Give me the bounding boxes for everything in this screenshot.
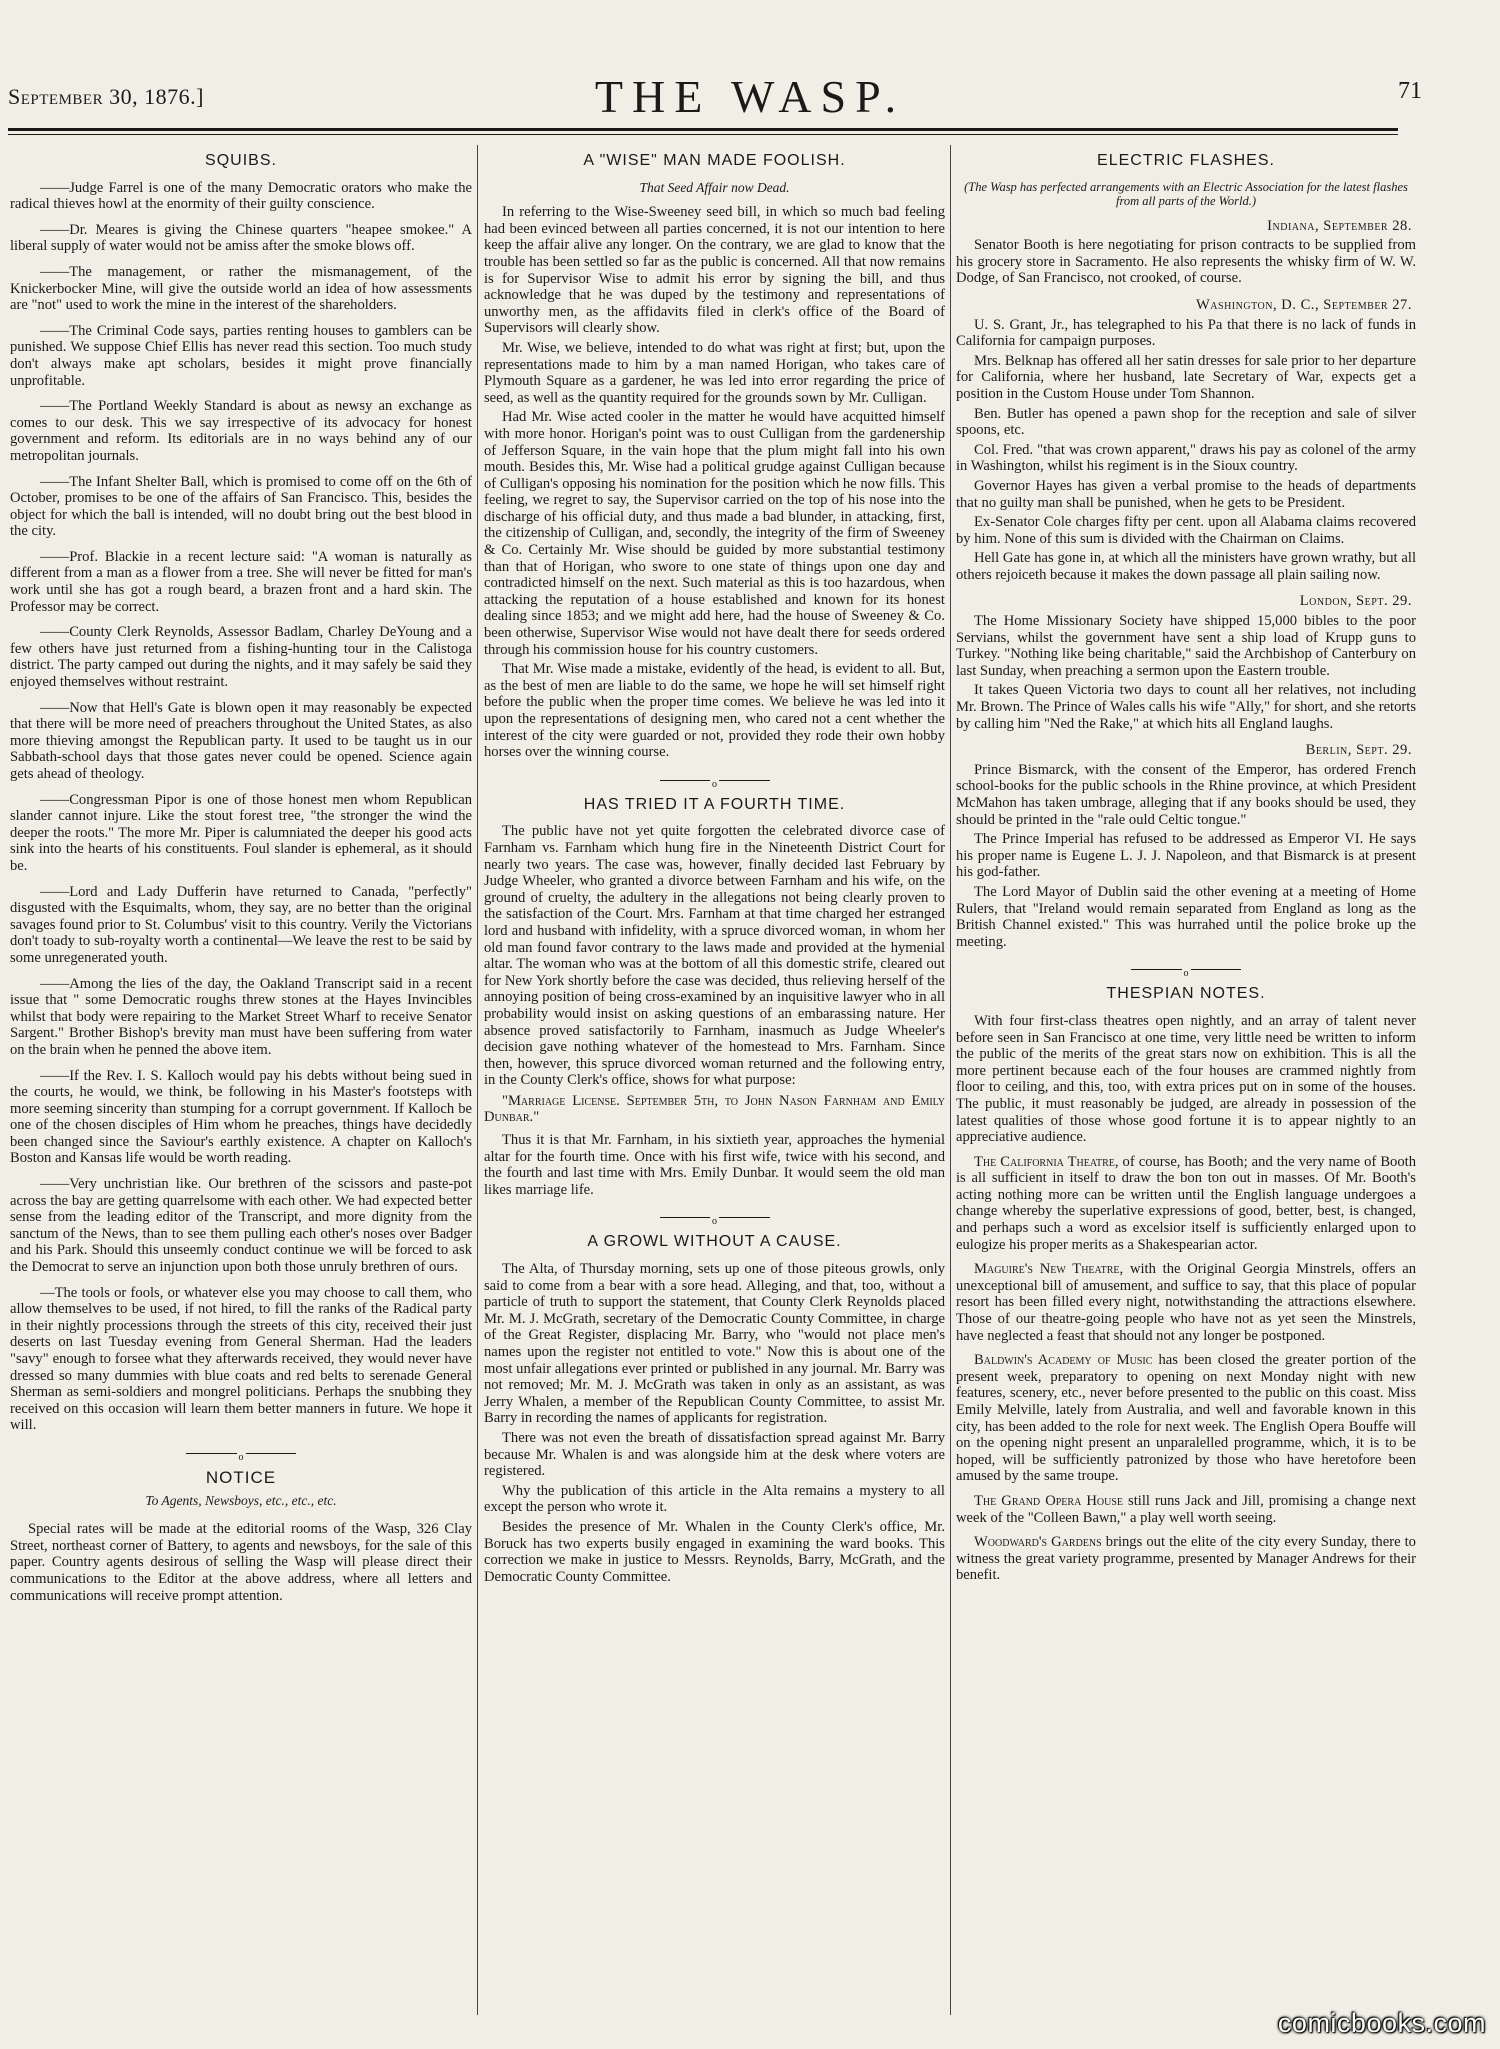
squib-item: ——The Criminal Code says, parties renting houses to gamblers can be punished. We suppose Chief Ellis has never read this section. Too much study don't always make apt scholars, besides it might prove financially unprofitable. — [10, 322, 472, 389]
column-left — [10, 145, 472, 2015]
page-header — [0, 70, 1500, 130]
thespian-notes — [956, 1154, 1416, 1584]
header-rule-thin — [8, 134, 1398, 135]
venue-name: Woodward's Gardens — [974, 1534, 1102, 1551]
venue-name: The Grand Opera House — [974, 1492, 1123, 1509]
fourth-time-body — [484, 823, 945, 1198]
squib-item: ——The Portland Weekly Standard is about as newsy an exchange as comes to our desk. This we say irrespective of its advocacy for honest government and reform. Its editorials are in no ways behind any of our metropolitan journals. — [10, 398, 472, 464]
thespian-note — [956, 1534, 1416, 1584]
masthead-title: THE WASP. — [594, 71, 906, 122]
article-paragraph: The Alta, of Thursday morning, sets up one of those piteous growls, only said to come from a bear with a sore head. Alleging, and that, too, without a particle of truth to support the statement, that County Clerk Reynolds placed Mr. M. J. McGrath, secretary of the Democratic County Committee, in charge of the Great Register, displacing Mr. Barry, who "would not place men's names upon the register not entitled to vote." Now this is about one of the most unfair allegations ever printed or published in any journal. Mr. Barry was not removed; Mr. M. J. McGrath was taken in only as an assistant, as was Jerry Whalen, a member of the Republican County Committee, to assist Mr. Barry in recording the names of applicants for registration. — [484, 1261, 945, 1427]
section-divider: o — [484, 1212, 945, 1222]
article-paragraph: The public have not yet quite forgotten the celebrated divorce case of Farnham vs. Farnham which hung fire in the Nineteenth District Court for nearly two years. The case was, however, finally decided last February by Judge Wheeler, who granted a divorce between Farnham and his wife, on the ground of cruelty, the adultery in the allegations not being clearly proven to the satisfaction of the Court. Mrs. Farnham at that time charged her estranged lord and husband with infidelity, with a spruce divorced woman, in whom her old man found favor contrary to the laws made and provided at the hymenial altar. The woman who was at the bottom of all this domestic strife, cleared out for New York shortly before the case was decided, thus relieving herself of the annoying position of being cross-examined by an inquisitive lawyer who in all probability would insist on asking questions of an embarassing nature. Her absence proved satisfactorily to Farnham, inasmuch as Judge Wheeler's decision gave nothing whatever of the homestead to Mrs. Farnham. Since then, however, this spruce divorced woman returned and the following entry, in the County Clerk's office, shows for what purpose: — [484, 823, 945, 1089]
dispatch-paragraph: Ex-Senator Cole charges fifty per cent. upon all Alabama claims recovered by him. None of this sum is divided with the Chairman on Claims. — [956, 514, 1416, 547]
page-number: 71 — [1398, 78, 1422, 104]
article-paragraph: Mr. Wise, we believe, intended to do what was right at first; but, upon the representations made to him by a man named Horigan, who takes care of Plymouth Square as a gardener, he was led into error regarding the price of seed, as well as the quantity required for the grounds sown by Mr. Culligan. — [484, 339, 945, 406]
dispatch-dateline: London, Sept. 29. — [1299, 593, 1412, 610]
squib-item: —The tools or fools, or whatever else you may choose to call them, who allow themselves to be used, if not hired, to fill the ranks of the Radical party in their nightly processions through the streets of this city, received their just deserts on last Tuesday evening from General Sherman. Had the leaders "savy" enough to forsee what they afterwards received, they would never have dressed so many dummies with blue coats and red belts to serenade General Sherman as semi-soldiers and mongrel politicians. Perhaps the snubbing they received on this occasion will learn them better manners in future. We hope it will. — [10, 1284, 472, 1434]
squibs-title: SQUIBS. — [205, 152, 277, 169]
squib-item: ——Lord and Lady Dufferin have returned to Canada, "perfectly" disgusted with the Esquimalts, whom, they say, are no better than the original savages found prior to St. Columbus' visit to this country. Verily the Victorians don't toady to sub-royalty worth a continental—We leave the rest to be said by some unregenerated youth. — [10, 883, 472, 966]
column-middle — [484, 145, 945, 2015]
fourth-time-title: HAS TRIED IT A FOURTH TIME. — [583, 795, 846, 813]
squib-item: ——County Clerk Reynolds, Assessor Badlam, Charley DeYoung and a few others have just returned from a fishing-hunting tour in the Calistoga district. The party camped out during the nights, and it may safely be said they enjoyed themselves without restraint. — [10, 624, 472, 691]
notice-body: Special rates will be made at the editorial rooms of the Wasp, 326 Clay Street, northeast corner of Battery, to agents and newsboys, for the sale of this paper. Country agents desirous of selling the Wasp will please direct their communications to the Editor at the above address, where all letters and communications will receive prompt attention. — [10, 1521, 472, 1604]
squib-item: ——Prof. Blackie in a recent lecture said: "A woman is naturally as different from a man as a flower from a tree. She will never be fitted for man's work until she has got a rough beard, a brazen front and a hard skin. The Professor may be correct. — [10, 548, 472, 615]
venue-name: The California Theatre, — [974, 1153, 1119, 1170]
dispatch-paragraph: The Lord Mayor of Dublin said the other evening at a meeting of Home Rulers, that "Ireland would remain separated from England as long as the British Channel existed." This was hurrahed until the police broke up the meeting. — [956, 883, 1416, 950]
wise-article-subtitle: That Seed Affair now Dead. — [639, 179, 790, 195]
header-rule — [8, 128, 1398, 131]
dispatch-paragraph: Senator Booth is here negotiating for prison contracts to be supplied from his grocery store in Sacramento. He also represents the whisky firm of W. W. Dodge, of San Francisco, not crooked, of course. — [956, 237, 1416, 287]
electric-flashes-title: ELECTRIC FLASHES. — [1097, 152, 1275, 169]
dispatch-paragraph: Ben. Butler has opened a pawn shop for the reception and sale of silver spoons, etc. — [956, 405, 1416, 439]
squib-item: ——The management, or rather the mismanagement, of the Knickerbocker Mine, will give the outside world an idea of how assessments are "not" used to work the mine in the interest of the shareholders. — [10, 263, 472, 314]
section-divider: o — [956, 964, 1416, 974]
thespian-title: THESPIAN NOTES. — [1106, 985, 1266, 1003]
squib-item: ——Very unchristian like. Our brethren of the scissors and paste-pot across the bay are getting quarrelsome with each other. We had expected better sense from the leading editor of the Transcript, and more dignity from the sanctum of the News, than to see them pulling each other's noses over Badger and his Park. Should this unseemly conduct continue we will be forced to ask the Democrat to serve an injunction upon both those unruly brethren of ours. — [10, 1176, 472, 1276]
squib-item: ——Among the lies of the day, the Oakland Transcript said in a recent issue that " some Democratic roughs threw stones at the Hayes Invincibles whilst that body were repairing to the Market Street Wharf to receive Senator Sargent." Brother Bishop's brevity man must have been suffering from water on the brain when he penned the above item. — [10, 975, 472, 1058]
dispatch-paragraph: Col. Fred. "that was crown apparent," draws his pay as colonel of the army in Washington, whilst his regiment is in the Sioux country. — [956, 441, 1416, 475]
column-right — [956, 145, 1416, 2015]
venue-note-text: with the Original Georgia Minstrels, offers an unexceptional bill of amusement, and suffice to say, that this place of popular resort has been filled every night, notwithstanding the attractions elsewhere. Those of our theatre-going people who have not as yet seen the Minstrels, have neglected a feast that should not any longer be postponed. — [956, 1261, 1416, 1344]
thespian-note — [956, 1493, 1416, 1526]
section-divider: o — [484, 775, 945, 785]
article-paragraph: There was not even the breath of dissatisfaction spread against Mr. Barry because Mr. Whalen is and was alongside him at the desk where voters are registered. — [484, 1429, 945, 1480]
squib-item: ——If the Rev. I. S. Kalloch would pay his debts without being sued in the courts, he would, we think, be following in his Master's footsteps with more seeming sincerity than stumping for a corrupt government. If Kalloch be one of the chosen disciples of Him whom he preaches, things have decidedly been changed since the Saviour's earthly existence. A chapter on Kalloch's Boston and Kansas life would be worth reading. — [10, 1067, 472, 1167]
dispatch-dateline: Berlin, Sept. 29. — [1305, 742, 1412, 759]
venue-note-text: has been closed the greater portion of the present week, preparatory to opening on next Monday night with new features, scenery, etc., never before presented to the public on this coast. Miss Emily Melville, lately from Australia, and well and favorable known in this city, has been added to the role for next week. The English Opera Bouffe will on the opening night present an unparalelled programme, which, it is to be hoped, will be sufficiently patronized by those who have heretofore been amused by the same troupe. — [956, 1352, 1416, 1485]
thespian-note — [956, 1261, 1416, 1344]
dispatch-paragraph: The Prince Imperial has refused to be addressed as Emperor VI. He says his proper name is Eugene L. J. J. Napoleon, and that Bismarck is at present his god-father. — [956, 831, 1416, 881]
thespian-intro: With four first-class theatres open nightly, and an array of talent never before seen in San Francisco at one time, very little need be written to inform the public of the merits of the great stars now on exhibition. This is all the more pertinent because each of the four houses are crammed nightly from floor to ceiling, and this, too, with extra prices put on in some of the houses. The public, it must reasonably be judged, are already in possession of the latest qualities of those whose good fortune it is to appear nightly to an appreciative audience. — [956, 1012, 1416, 1146]
notice-title: NOTICE — [205, 1467, 277, 1487]
squib-item: ——The Infant Shelter Ball, which is promised to come off on the 6th of October, promises to be one of the affairs of San Francisco. This, besides the object for which the ball is intended, will no doubt bring out the best blood in the city. — [10, 473, 472, 540]
dispatch-paragraph: Mrs. Belknap has offered all her satin dresses for sale prior to her departure for California, where her husband, late Secretary of War, expects get a position in the Custom House under Tom Shannon. — [956, 352, 1416, 402]
venue-note-text: brings out the elite of the city every Sunday, there to witness the great variety programme, presented by Manager Andrews for their benefit. — [956, 1534, 1416, 1584]
growl-title: A GROWL WITHOUT A CAUSE. — [587, 1233, 842, 1251]
issue-date: September 30, 1876.] — [8, 84, 204, 109]
electric-dispatches — [956, 218, 1416, 951]
notice-subtitle: To Agents, Newsboys, etc., etc., etc. — [145, 1492, 337, 1508]
article-paragraph: In referring to the Wise-Sweeney seed bill, in which so much bad feeling had been evinced between all parties concerned, it is not our intention to here keep the affair alive any longer. On the contrary, we are glad to know that the trouble has been settled so far as the public is concerned. All that now remains is for Supervisor Wise to admit his error by signing the bill, and thus acknowledge that he was duped by the testimony and representations of unworthy men, as the affidavits filed in clerk's office of the Board of Supervisors will clearly show. — [484, 204, 945, 337]
venue-name: Maguire's New Theatre, — [974, 1261, 1124, 1278]
dispatch-paragraph: Prince Bismarck, with the consent of the Emperor, has ordered French school-books for the public schools in the Rhine province, at which President McMahon has taken umbrage, alleging that if any books should be used, they should be printed in the "rale ould Celtic tongue." — [956, 761, 1416, 828]
article-paragraph: That Mr. Wise made a mistake, evidently of the head, is evident to all. But, as the best of men are liable to do the same, we hope he will set himself right before the public when the proper time comes. We believe he was led into it upon the representations of designing men, who cared not a cent whether the interest of the city were guarded or not, provided they rode their own hobby horses over the winning course. — [484, 661, 945, 761]
wise-article-body — [484, 204, 945, 761]
squib-item: ——Judge Farrel is one of the many Democratic orators who make the radical thieves howl at the enormity of their guilty conscience. — [10, 179, 472, 213]
squibs-list — [10, 180, 472, 1434]
article-paragraph: "Marriage License. September 5th, to John Nason Farnham and Emily Dunbar." — [484, 1092, 945, 1126]
dispatch-dateline: Washington, D. C., September 27. — [1196, 296, 1412, 313]
electric-flashes-subtitle: (The Wasp has perfected arrangements with an Electric Association for the latest flashes from all parts of the World.) — [964, 179, 1408, 208]
thespian-note — [956, 1352, 1416, 1485]
site-watermark: comicbooks.com — [1277, 2008, 1486, 2038]
column-divider — [950, 145, 951, 2015]
article-paragraph: Had Mr. Wise acted cooler in the matter he would have acquitted himself with more honor. Horigan's point was to oust Culligan from the gardenership of Jefferson Square, in the vain hope that the plum might fall into his own mouth. Besides this, Mr. Wise had a political grudge against Culligan because of Culligan's opposing his nomination for the position which he now fills. This feeling, we regret to say, the Supervisor carried on the top of his nose into the discharge of his official duty, and thus made a bad blunder, in attacking, first, the citizenship of Culligan, and, secondly, the integrity of the firm of Sweeney & Co. Certainly Mr. Wise should be guided by more substantial testimony than that of Horigan, who swore to one state of things upon one day and contradicted himself on the next. Such material as this is too hazardous, when attacking the reputation of a house established and known for its honest dealing since 1853; and we might add here, had the house of Sweeney & Co. been otherwise, Supervisor Wise would not have dealt there for seeds ordered through his commission house for his country customers. — [484, 409, 945, 658]
article-paragraph: Besides the presence of Mr. Whalen in the County Clerk's office, Mr. Boruck has two experts busily engaged in examining the ward books. This correction we make in justice to Messrs. Reynolds, Barry, McGrath, and the Democratic County Committee. — [484, 1518, 945, 1585]
dispatch-paragraph: It takes Queen Victoria two days to count all her relatives, not including Mr. Brown. The Prince of Wales calls his wife "Ally," for short, and she retorts by calling him "Ned the Rake," at which hits all England laughs. — [956, 682, 1416, 732]
column-divider — [477, 145, 478, 2015]
squib-item: ——Dr. Meares is giving the Chinese quarters "heapee smokee." A liberal supply of water would not be amiss after the smoke blows off. — [10, 221, 472, 255]
venue-note-text: of course, has Booth; and the very name of Booth is all sufficient in itself to draw the bon ton out in masses. Of Mr. Booth's acting nothing more can be written until the English language undergoes a change whereby the superlative expressions of good, better, best, is changed, and perhaps such a word as excelsior itself is sufficiently enlarged upon to eulogize his proper merits as a Shakespearian actor. — [956, 1153, 1416, 1253]
squib-item: ——Congressman Pipor is one of those honest men whom Republican slander cannot injure. Like the stout forest tree, "the stronger the wind the deeper the roots." The more Mr. Piper is calumniated the deeper his good acts sink into the hearts of his constituents. Foul slander is ephemeral, as it should be. — [10, 791, 472, 874]
wise-article-title: A "WISE" MAN MADE FOOLISH. — [583, 152, 846, 169]
venue-name: Baldwin's Academy of Music — [974, 1352, 1153, 1369]
dispatch-paragraph: U. S. Grant, Jr., has telegraphed to his Pa that there is no lack of funds in California for campaign purposes. — [956, 316, 1416, 350]
dispatch-paragraph: The Home Missionary Society have shipped 15,000 bibles to the poor Servians, whilst the government have sent a ship load of Krupp guns to Turkey. "Nothing like being charitable," said the Archbishop of Canterbury on last Sunday, when preaching a sermon upon the Eastern trouble. — [956, 613, 1416, 679]
dispatch-paragraph: Governor Hayes has given a verbal promise to the heads of departments that no guilty man shall be punished, when he gets to be President. — [956, 477, 1416, 511]
thespian-note — [956, 1154, 1416, 1254]
article-paragraph: Thus it is that Mr. Farnham, in his sixtieth year, approaches the hymenial altar for the fourth time. Once with his first wife, twice with his second, and the fourth and last time with Mrs. Emily Dunbar. It would seem the old man likes marriage life. — [484, 1132, 945, 1198]
dispatch-dateline: Indiana, September 28. — [1267, 217, 1412, 234]
squib-item: ——Now that Hell's Gate is blown open it may reasonably be expected that there will be more need of preachers throughout the United States, as also more thieving amongst the Republican party. It used to be taught us in our Sabbath-school days that those gates never could be opened. Science again gets ahead of theology. — [10, 699, 472, 782]
section-divider: o — [10, 1448, 472, 1458]
dispatch-paragraph: Hell Gate has gone in, at which all the ministers have grown wrathy, but all others rejoiceth because it makes the down passage all plain sailing now. — [956, 550, 1416, 583]
growl-body — [484, 1261, 945, 1585]
article-paragraph: Why the publication of this article in the Alta remains a mystery to all except the person who wrote it. — [484, 1482, 945, 1516]
venue-note-text: still runs Jack and Jill, promising a change next week of the "Colleen Bawn," a play well worth seeing. — [956, 1492, 1416, 1526]
